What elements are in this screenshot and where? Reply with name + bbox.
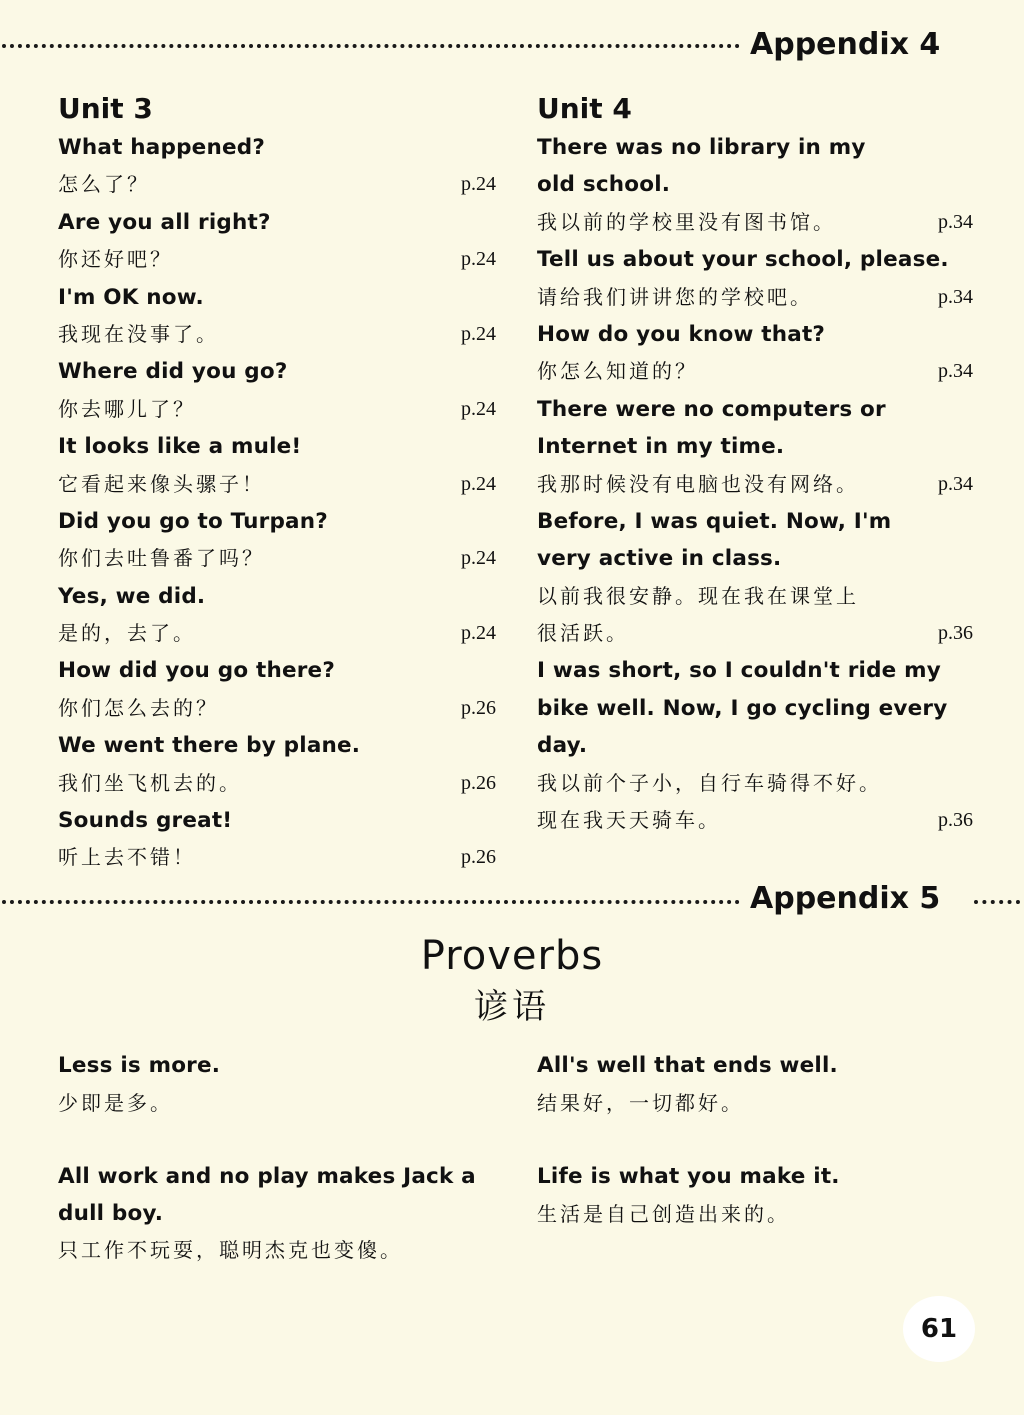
english-text: Before, I was quiet. Now, I'm — [537, 508, 892, 534]
english-phrase — [58, 204, 496, 241]
english-phrase — [58, 129, 496, 166]
chinese-text: 它看起来像头骡子！ — [58, 471, 265, 496]
chinese-text: 以前我很安静。现在我在课堂上 — [537, 583, 859, 608]
english-text: Tell us about your school, please. — [537, 247, 949, 273]
page-reference: p.24 — [461, 547, 496, 570]
page-number: 61 — [903, 1296, 975, 1362]
proverb-2-chinese: 结果好，一切都好。 — [537, 1090, 744, 1115]
unit4-column — [537, 92, 973, 839]
page-reference: p.24 — [461, 322, 496, 345]
proverb-3-english-line-1: All work and no play makes Jack a — [58, 1164, 476, 1189]
english-text: old school. — [537, 172, 671, 198]
english-phrase — [537, 540, 973, 577]
chinese-text: 听上去不错！ — [58, 845, 196, 870]
appendix5-dotted-rule-left — [2, 900, 740, 904]
chinese-text: 我们坐飞机去的。 — [58, 770, 242, 795]
unit4-phrase-list — [537, 129, 973, 839]
chinese-translation — [58, 241, 496, 278]
english-phrase — [537, 652, 973, 689]
chinese-text: 我现在没事了。 — [58, 321, 219, 346]
english-phrase — [537, 166, 973, 203]
page-reference: p.26 — [461, 696, 496, 719]
chinese-text: 我以前个子小，自行车骑得不好。 — [537, 770, 882, 795]
english-phrase — [58, 652, 496, 689]
english-text: There were no computers or — [537, 396, 886, 422]
unit3-title: Unit 3 — [58, 92, 153, 125]
english-phrase — [537, 428, 973, 465]
chinese-text: 你们怎么去的？ — [58, 695, 219, 720]
english-text: Did you go to Turpan? — [58, 508, 328, 534]
chinese-text: 是的，去了。 — [58, 621, 196, 646]
proverb-3-chinese: 只工作不玩耍，聪明杰克也变傻。 — [58, 1238, 403, 1262]
english-phrase — [537, 129, 973, 166]
proverb-2-english: All's well that ends well. — [537, 1053, 838, 1078]
english-text: I'm OK now. — [58, 284, 204, 310]
chinese-translation — [58, 690, 496, 727]
proverb-3 — [58, 1159, 498, 1269]
proverb-1 — [58, 1048, 498, 1121]
english-text: Are you all right? — [58, 209, 271, 235]
proverb-4 — [537, 1159, 977, 1232]
chinese-translation — [58, 166, 496, 203]
chinese-translation — [537, 204, 973, 241]
english-text: I was short, so I couldn't ride my — [537, 658, 941, 684]
proverb-4-chinese: 生活是自己创造出来的。 — [537, 1201, 790, 1226]
english-text: Where did you go? — [58, 359, 288, 385]
page-reference: p.24 — [461, 173, 496, 196]
chinese-text: 你们去吐鲁番了吗？ — [58, 546, 265, 571]
page-reference: p.26 — [461, 771, 496, 794]
chinese-translation — [58, 316, 496, 353]
page-reference: p.36 — [938, 622, 973, 645]
appendix4-dotted-rule — [2, 44, 740, 48]
english-text: How did you go there? — [58, 658, 335, 684]
appendix5-title: Appendix 5 — [750, 881, 941, 916]
chinese-translation — [58, 615, 496, 652]
unit3-phrase-list — [58, 129, 496, 877]
chinese-translation — [58, 391, 496, 428]
english-phrase — [58, 578, 496, 615]
english-text: What happened? — [58, 135, 266, 160]
page-reference: p.34 — [938, 285, 973, 308]
english-phrase — [58, 353, 496, 390]
appendix4-title: Appendix 4 — [750, 27, 941, 62]
chinese-text: 很活跃。 — [537, 621, 629, 646]
page-reference: p.24 — [461, 622, 496, 645]
english-phrase — [537, 391, 973, 428]
english-text: How do you know that? — [537, 321, 826, 347]
proverb-1-chinese: 少即是多。 — [58, 1090, 173, 1115]
english-phrase — [537, 241, 973, 278]
appendix5-dotted-rule-right — [974, 900, 1020, 904]
page-reference: p.34 — [938, 210, 973, 233]
chinese-translation — [537, 578, 973, 615]
chinese-text: 怎么了？ — [58, 172, 150, 197]
page-reference: p.36 — [938, 809, 973, 832]
english-text: There was no library in my — [537, 135, 866, 160]
page-reference: p.26 — [461, 846, 496, 869]
english-text: It looks like a mule! — [58, 434, 302, 460]
english-phrase — [58, 279, 496, 316]
proverb-3-english-line-2: dull boy. — [58, 1200, 164, 1226]
english-phrase — [58, 503, 496, 540]
chinese-text: 现在我天天骑车。 — [537, 808, 721, 833]
chinese-translation — [58, 466, 496, 503]
proverbs-heading: Proverbs — [420, 933, 604, 979]
chinese-translation — [537, 353, 973, 390]
unit4-title: Unit 4 — [537, 92, 632, 125]
chinese-translation — [537, 466, 973, 503]
english-phrase — [537, 316, 973, 353]
chinese-translation — [58, 765, 496, 802]
proverb-4-english: Life is what you make it. — [537, 1164, 840, 1189]
chinese-text: 你去哪儿了？ — [58, 396, 196, 421]
chinese-text: 请给我们讲讲您的学校吧。 — [537, 284, 813, 309]
chinese-translation — [58, 540, 496, 577]
unit3-column — [58, 92, 496, 877]
proverbs-heading-chinese: 谚语 — [474, 987, 550, 1027]
english-phrase — [58, 428, 496, 465]
english-phrase — [537, 727, 973, 764]
chinese-translation — [537, 802, 973, 839]
english-text: day. — [537, 733, 588, 759]
page-reference: p.24 — [461, 248, 496, 271]
proverb-2 — [537, 1048, 977, 1121]
english-phrase — [58, 727, 496, 764]
chinese-translation — [537, 279, 973, 316]
chinese-translation — [58, 839, 496, 876]
proverb-1-english: Less is more. — [58, 1053, 221, 1078]
english-phrase — [537, 690, 973, 727]
chinese-text: 你怎么知道的？ — [537, 359, 698, 384]
chinese-text: 我以前的学校里没有图书馆。 — [537, 209, 836, 234]
chinese-text: 你还好吧？ — [58, 247, 173, 272]
english-text: bike well. Now, I go cycling every — [537, 695, 948, 721]
english-text: Internet in my time. — [537, 434, 785, 460]
english-phrase — [537, 503, 973, 540]
page-reference: p.34 — [938, 472, 973, 495]
english-text: Sounds great! — [58, 808, 233, 834]
page-reference: p.34 — [938, 360, 973, 383]
page-reference: p.24 — [461, 397, 496, 420]
english-text: We went there by plane. — [58, 733, 361, 759]
english-text: very active in class. — [537, 546, 782, 572]
chinese-translation — [537, 765, 973, 802]
chinese-text: 我那时候没有电脑也没有网络。 — [537, 471, 859, 496]
chinese-translation — [537, 615, 973, 652]
english-phrase — [58, 802, 496, 839]
page-reference: p.24 — [461, 472, 496, 495]
english-text: Yes, we did. — [58, 583, 206, 609]
